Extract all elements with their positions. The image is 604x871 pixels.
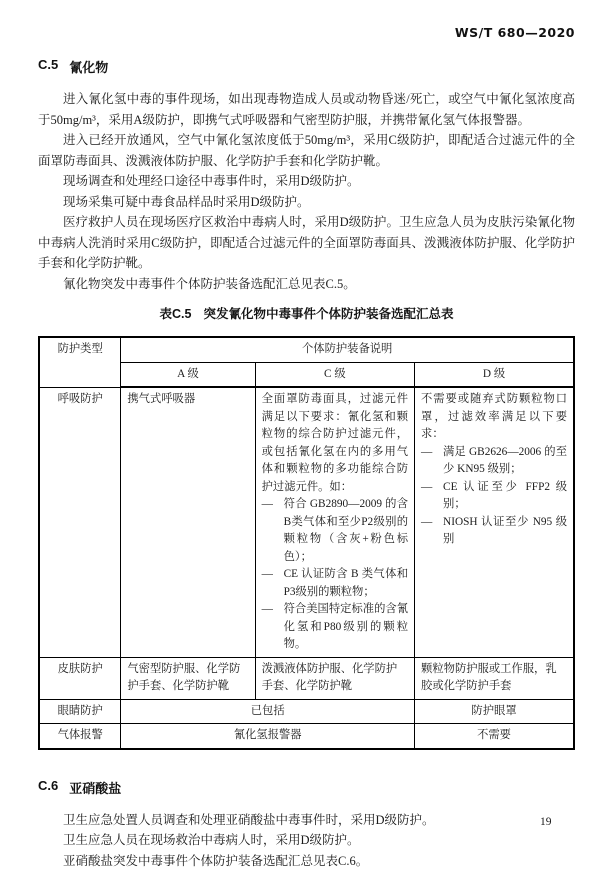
section-c5-number: C.5 <box>38 57 58 76</box>
header-protection-type: 防护类型 <box>39 337 121 387</box>
list-item-text: NIOSH 认证至少 N95 级别 <box>443 514 567 549</box>
table-row-skin <box>39 657 574 699</box>
paragraph: 亚硝酸盐突发中毒事件个体防护装备选配汇总见表C.6。 <box>38 851 575 871</box>
header-level-c: C 级 <box>255 362 414 387</box>
header-equipment-group: 个体防护装备说明 <box>121 337 574 362</box>
paragraph: 进入氰化氢中毒的事件现场，如出现毒物造成人员或动物昏迷/死亡，或空气中氰化氢浓度高于50mg/m³，采用A级防护，即携气式呼吸器和气密型防护服，并携带氰化氢气体报警器。 <box>38 89 575 130</box>
paragraph: 医疗救护人员在现场医疗区救治中毒病人时，采用D级防护。卫生应急人员为皮肤污染氰化物中毒病人洗消时采用C级防护，即配适合过滤元件的全面罩防毒面具、泼溅液体防护服、化学防护手套和化学防护靴。 <box>38 212 575 274</box>
paragraph: 进入已经开放通风，空气中氰化氢浓度低于50mg/m³，采用C级防护，即配适合过滤元件的全面罩防毒面具、泼溅液体防护服、化学防护手套和化学防护靴。 <box>38 130 575 171</box>
cell-respiratory-a: 携气式呼吸器 <box>121 387 255 657</box>
section-c6-body <box>38 810 575 871</box>
cell-intro: 不需要或随弃式防颗粒物口罩，过滤效率满足以下要求： <box>421 391 567 444</box>
section-c6-number: C.6 <box>38 778 58 797</box>
page-number: 19 <box>540 816 552 828</box>
header-level-d: D 级 <box>415 362 574 387</box>
document-header <box>38 25 575 40</box>
table-row-eye <box>39 699 574 724</box>
list-item <box>421 444 567 479</box>
list-item <box>262 566 408 601</box>
header-level-a: A 级 <box>121 362 255 387</box>
list-item-text: CE 认证至少 FFP2 级别； <box>443 479 567 514</box>
section-c6-heading <box>38 778 575 797</box>
section-c6-title: 亚硝酸盐 <box>69 778 121 797</box>
paragraph: 氰化物突发中毒事件个体防护装备选配汇总见表C.5。 <box>38 274 575 295</box>
cell-alarm-d: 不需要 <box>415 724 574 749</box>
list-dash: — <box>421 514 443 549</box>
paragraph: 现场调查和处理经口途径中毒事件时，采用D级防护。 <box>38 171 575 192</box>
row-label-eye: 眼睛防护 <box>39 699 121 724</box>
table-caption-number: 表C.5 <box>160 307 192 321</box>
row-label-respiratory: 呼吸防护 <box>39 387 121 657</box>
list-dash: — <box>262 601 284 654</box>
paragraph: 卫生应急人员在现场救治中毒病人时，采用D级防护。 <box>38 830 575 851</box>
list-dash: — <box>421 479 443 514</box>
cell-eye-d: 防护眼罩 <box>415 699 574 724</box>
paragraph: 卫生应急处置人员调查和处理亚硝酸盐中毒事件时，采用D级防护。 <box>38 810 575 831</box>
list-item-text: 符合 GB2890—2009 的含B类气体和至少P2级别的颗粒物（含灰+粉色标色）； <box>284 496 408 566</box>
section-c5-heading <box>38 57 575 76</box>
cell-intro: 全面罩防毒面具，过滤元件满足以下要求：氰化氢和颗粒物的综合防护过滤元件，或包括氰化氢在内的多用气体和颗粒物的多功能综合防护过滤元件。如： <box>262 391 408 496</box>
table-caption <box>38 304 575 322</box>
list-item <box>421 514 567 549</box>
section-c5-title: 氰化物 <box>69 57 108 76</box>
cell-respiratory-c <box>255 387 414 657</box>
cell-skin-a: 气密型防护服、化学防护手套、化学防护靴 <box>121 657 255 699</box>
list-item-text: 符合美国特定标准的含氰化氢和P80级别的颗粒物。 <box>284 601 408 654</box>
list-item-text: 满足 GB2626—2006 的至少 KN95 级别； <box>443 444 567 479</box>
cell-skin-d: 颗粒物防护服或工作服，乳胶或化学防护手套 <box>415 657 574 699</box>
standard-number: WS/T 680—2020 <box>455 25 575 40</box>
table-row-respiratory <box>39 387 574 657</box>
list-item <box>262 601 408 654</box>
list-dash: — <box>421 444 443 479</box>
paragraph: 现场采集可疑中毒食品样品时采用D级防护。 <box>38 192 575 213</box>
row-label-alarm: 气体报警 <box>39 724 121 749</box>
cell-skin-c: 泼溅液体防护服、化学防护手套、化学防护靴 <box>255 657 414 699</box>
table-header-row-1 <box>39 337 574 362</box>
cell-alarm-ac: 氰化氢报警器 <box>121 724 415 749</box>
section-c5-body <box>38 89 575 294</box>
row-label-skin: 皮肤防护 <box>39 657 121 699</box>
list-dash: — <box>262 496 284 566</box>
table-row-alarm <box>39 724 574 749</box>
list-item <box>421 479 567 514</box>
cell-respiratory-d <box>415 387 574 657</box>
table-caption-text: 突发氰化物中毒事件个体防护装备选配汇总表 <box>203 307 453 321</box>
list-item-text: CE 认证防含 B 类气体和P3级别的颗粒物； <box>284 566 408 601</box>
list-item <box>262 496 408 566</box>
list-dash: — <box>262 566 284 601</box>
cell-eye-ac: 已包括 <box>121 699 415 724</box>
ppe-summary-table <box>38 336 575 750</box>
